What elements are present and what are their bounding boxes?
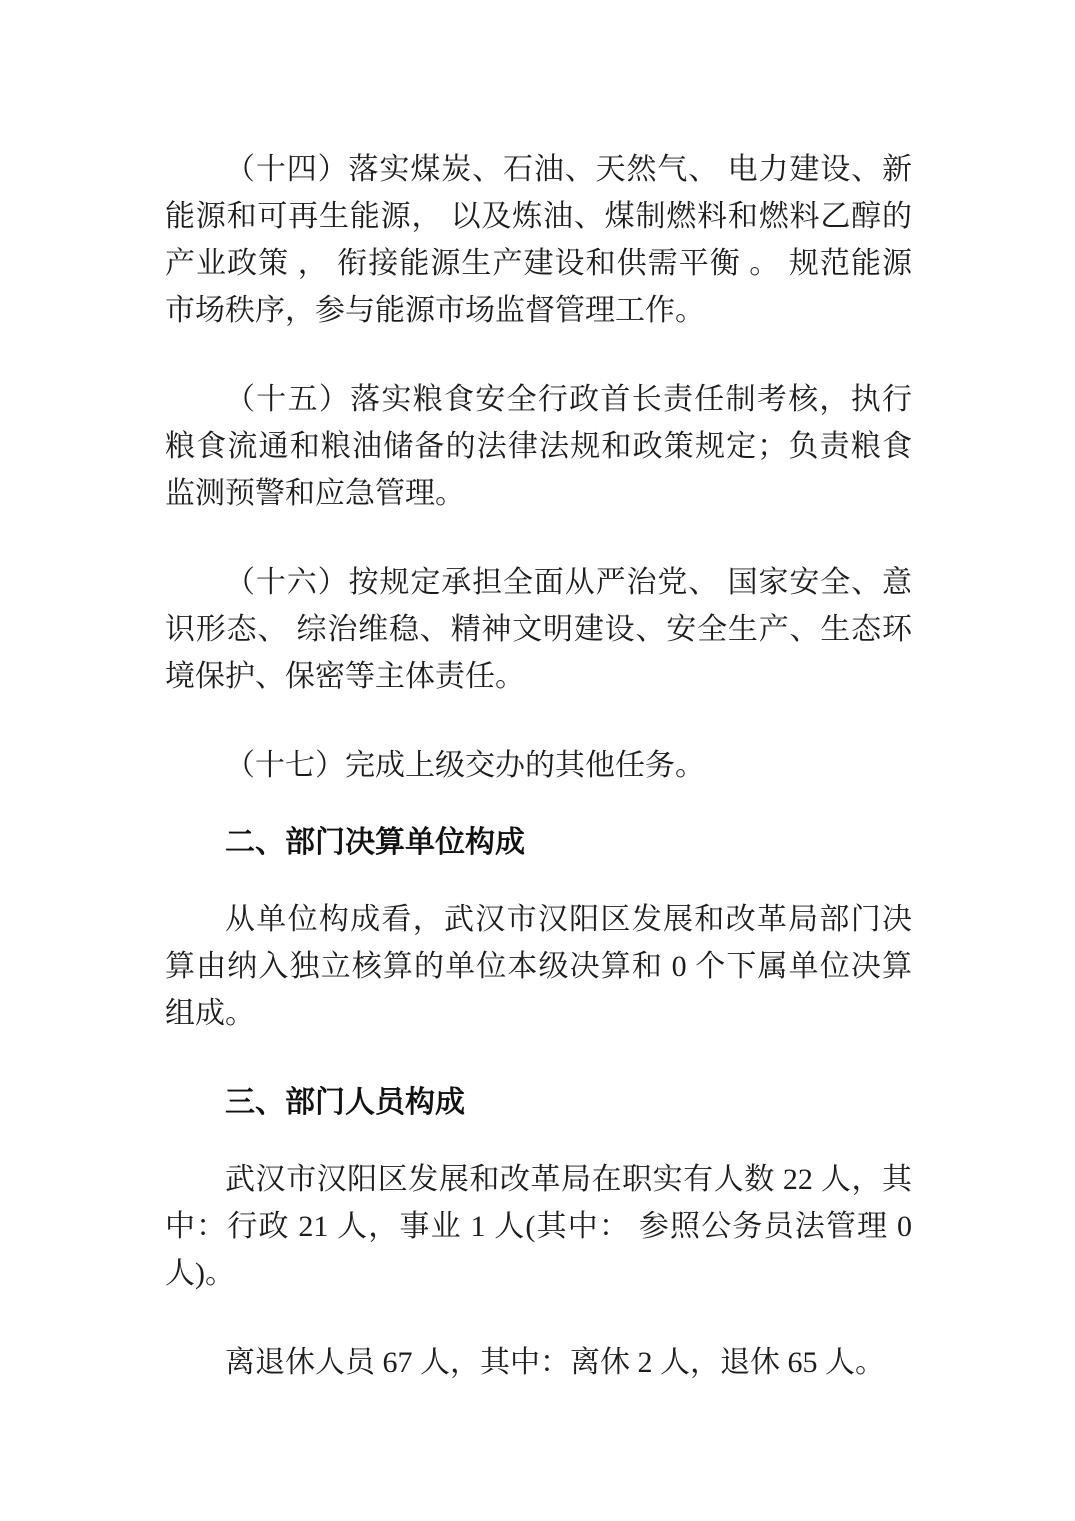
paragraph-item-17: （十七）完成上级交办的其他任务。	[225, 749, 705, 782]
paragraph-unit-composition: 从单位构成看，武汉市汉阳区发展和改革局部门决算由纳入独立核算的单位本级决算和 0 个下属单位决算组成。	[165, 903, 912, 1030]
paragraph-personnel-active: 武汉市汉阳区发展和改革局在职实有人数 22 人，其中：行政 21 人，事业 1 人(其中： 参照公务员法管理 0 人)。	[165, 1163, 912, 1290]
section-heading-unit-composition: 二、部门决算单位构成	[225, 826, 525, 859]
section-heading-personnel-composition: 三、部门人员构成	[225, 1086, 465, 1119]
paragraph-personnel-retired: 离退休人员 67 人，其中：离休 2 人，退休 65 人。	[225, 1346, 885, 1379]
paragraph-item-16: （十六）按规定承担全面从严治党、 国家安全、意识形态、 综治维稳、精神文明建设、安全生产、生态环境保护、保密等主体责任。	[165, 566, 912, 693]
paragraph-item-14: （十四）落实煤炭、石油、天然气、 电力建设、新能源和可再生能源， 以及炼油、煤制燃料和燃料乙醇的产业政策 ， 衔接能源生产建设和供需平衡 。 规范能源市场秩序，参与能源市场监督管理工作。	[165, 153, 912, 327]
paragraph-item-15: （十五）落实粮食安全行政首长责任制考核，执行粮食流通和粮油储备的法律法规和政策规定；负责粮食监测预警和应急管理。	[165, 383, 912, 510]
